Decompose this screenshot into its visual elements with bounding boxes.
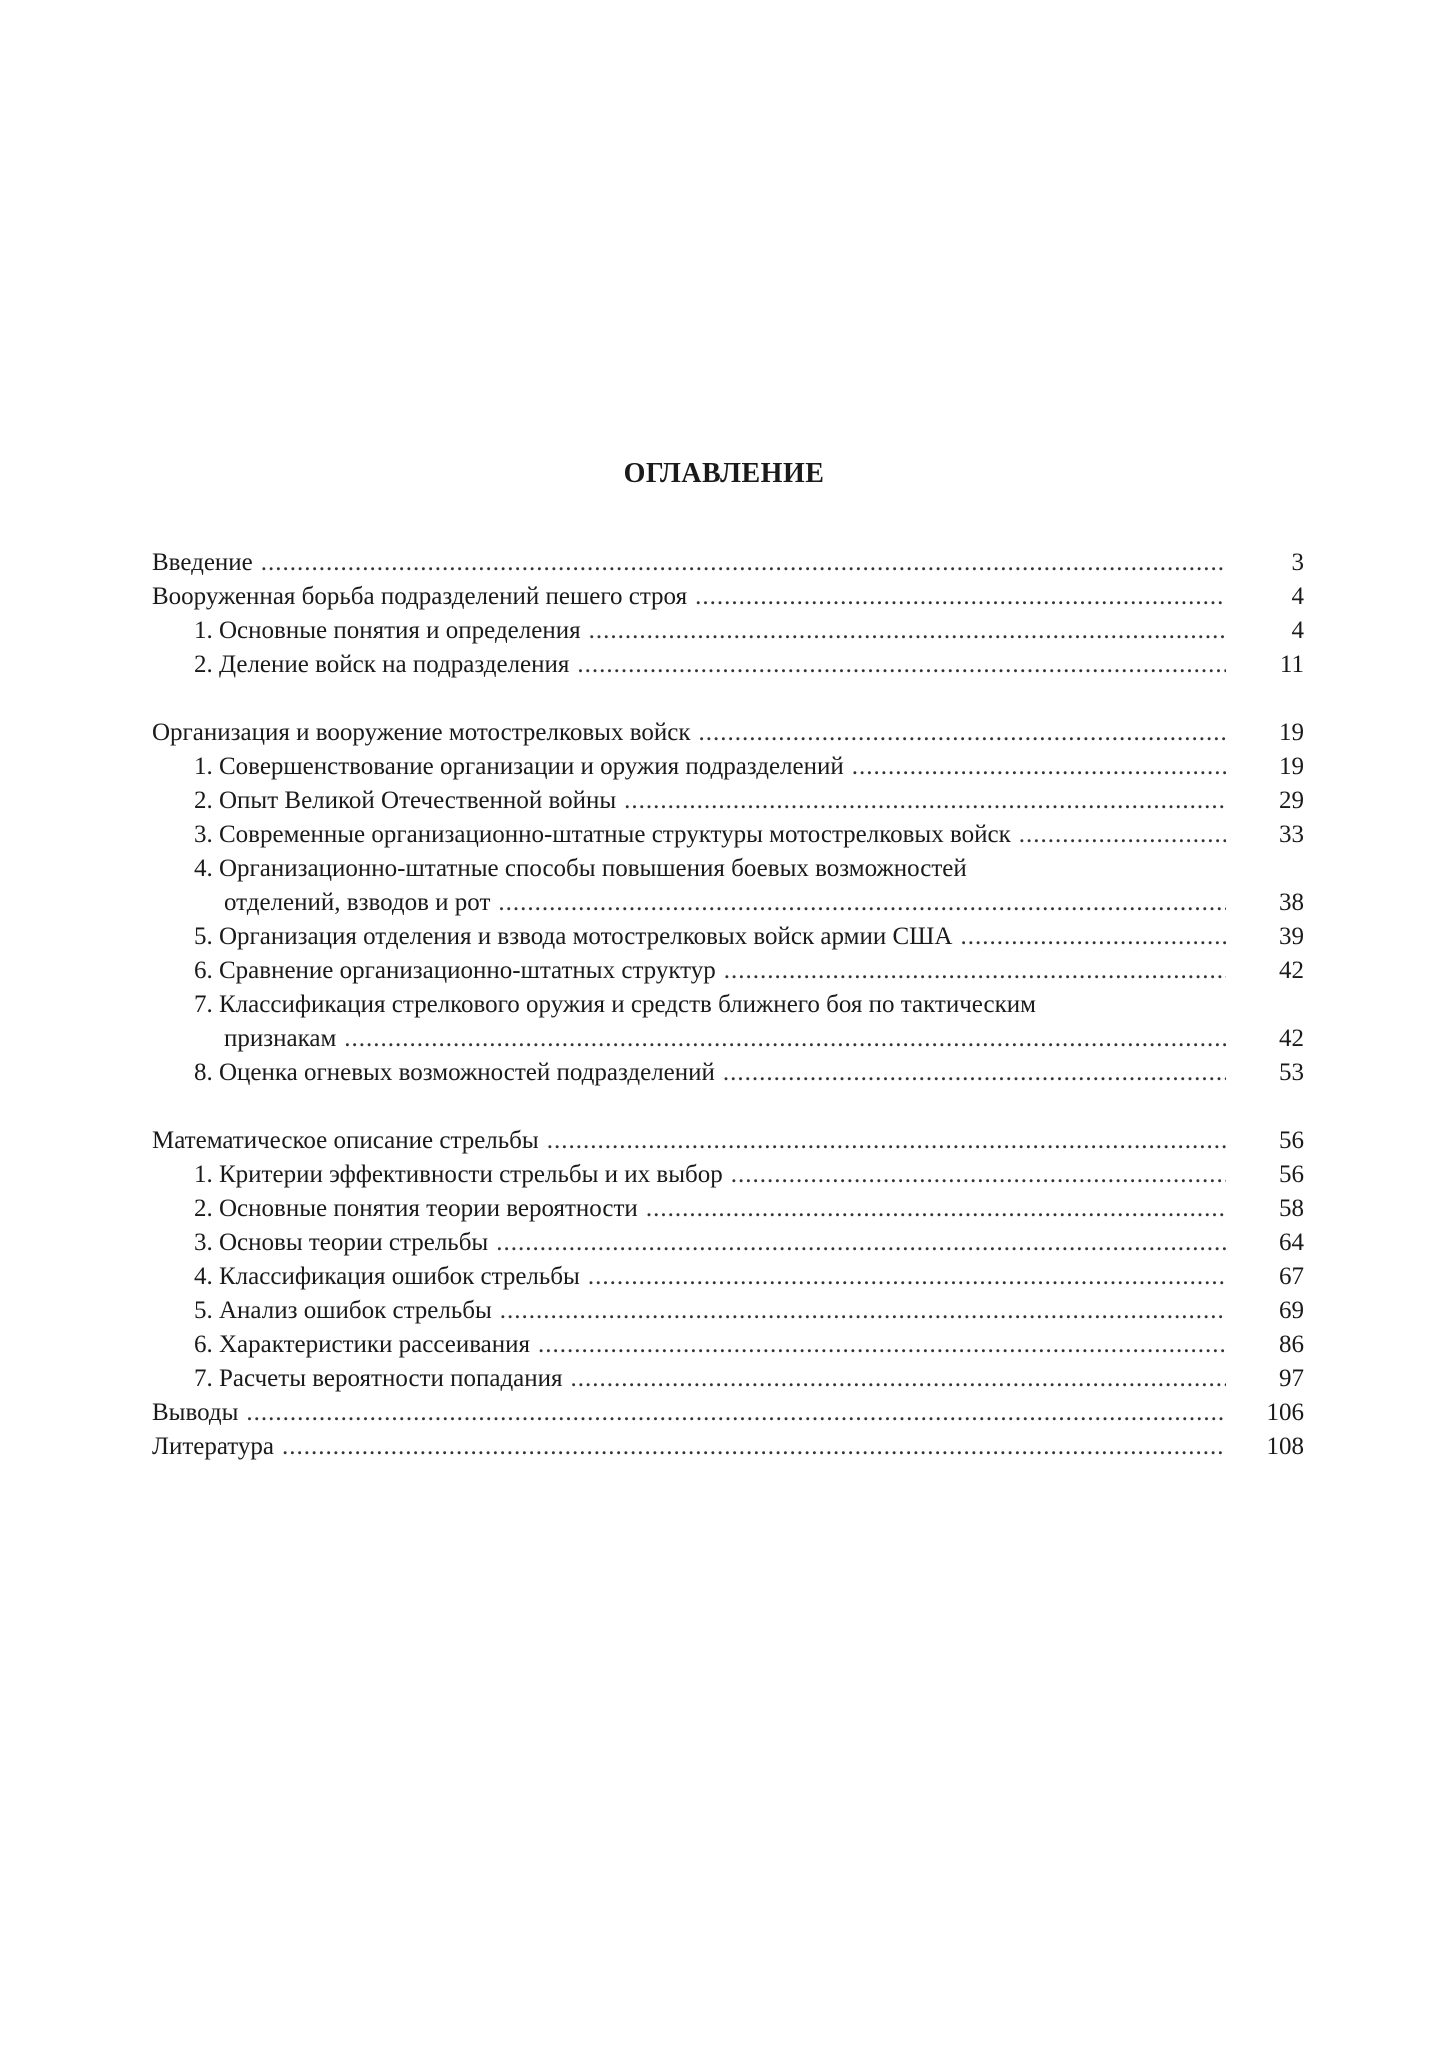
toc-page-number: 53	[1279, 1059, 1304, 1086]
toc-entry-text: 1. Критерии эффективности стрельбы и их выбор	[194, 1161, 723, 1188]
toc-entry-armed-struggle[interactable]	[152, 580, 1304, 614]
toc-entry-text: Литература	[152, 1433, 274, 1460]
toc-page-number: 38	[1279, 889, 1304, 916]
toc-subentry[interactable]	[152, 1294, 1304, 1328]
dot-leader	[547, 1124, 1226, 1158]
toc-subentry-continuation[interactable]	[152, 886, 1304, 920]
toc-entry-text: 6. Характеристики рассеивания	[194, 1331, 531, 1358]
toc-entry-text: 1. Совершенствование организации и оружия подразделений	[194, 753, 844, 780]
dot-leader	[588, 1260, 1226, 1294]
toc-subentry[interactable]	[152, 1328, 1304, 1362]
dot-leader	[577, 648, 1226, 682]
toc-entry-introduction[interactable]	[152, 546, 1304, 580]
dot-leader	[723, 1056, 1226, 1090]
toc-page-number: 58	[1279, 1195, 1304, 1222]
toc-entry-conclusions[interactable]	[152, 1396, 1304, 1430]
dot-leader	[624, 784, 1226, 818]
toc-entry-text: 5. Организация отделения и взвода мотострелковых войск армии США	[194, 923, 953, 950]
dot-leader	[496, 1226, 1226, 1260]
dot-leader	[538, 1328, 1226, 1362]
toc-page-number: 97	[1279, 1365, 1304, 1392]
toc-page-number: 19	[1279, 753, 1304, 780]
toc-entry-text: Математическое описание стрельбы	[152, 1127, 539, 1154]
toc-page-number: 67	[1279, 1263, 1304, 1290]
toc-subentry[interactable]	[152, 954, 1304, 988]
dot-leader	[589, 614, 1226, 648]
toc-entry-text: 6. Сравнение организационно-штатных структур	[194, 957, 716, 984]
toc-entry-text: 4. Организационно-штатные способы повышения боевых возможностей	[194, 855, 967, 882]
toc-subentry[interactable]	[152, 784, 1304, 818]
toc-page-number: 86	[1279, 1331, 1304, 1358]
dot-leader	[498, 886, 1226, 920]
toc-page-number: 106	[1266, 1399, 1304, 1426]
toc-subentry[interactable]	[152, 920, 1304, 954]
toc-entry-text: Введение	[152, 549, 253, 576]
dot-leader	[571, 1362, 1226, 1396]
toc-subentry[interactable]	[152, 1056, 1304, 1090]
toc-subentry[interactable]	[152, 1192, 1304, 1226]
toc-entry-text: 3. Современные организационно-штатные структуры мотострелковых войск	[194, 821, 1011, 848]
dot-leader	[852, 750, 1226, 784]
toc-page-number: 3	[1291, 549, 1304, 576]
toc-page-number: 4	[1291, 617, 1304, 644]
toc-subentry-multiline[interactable]	[152, 852, 1304, 886]
toc-subentry[interactable]	[152, 1362, 1304, 1396]
toc-entry-text: 4. Классификация ошибок стрельбы	[194, 1263, 580, 1290]
dot-leader	[261, 546, 1226, 580]
toc-subentry[interactable]	[152, 614, 1304, 648]
dot-leader	[960, 920, 1226, 954]
toc-entry-continuation-text: признакам	[224, 1025, 337, 1052]
page-title: ОГЛАВЛЕНИЕ	[623, 458, 825, 489]
toc-page-number: 4	[1291, 583, 1304, 610]
toc-entry-text: 5. Анализ ошибок стрельбы	[194, 1297, 492, 1324]
toc-page-number: 108	[1266, 1433, 1304, 1460]
toc-entry-text: Выводы	[152, 1399, 239, 1426]
dot-leader	[695, 580, 1226, 614]
section-gap	[152, 682, 1304, 716]
dot-leader	[731, 1158, 1226, 1192]
dot-leader	[282, 1430, 1226, 1464]
toc-subentry[interactable]	[152, 750, 1304, 784]
toc-page-number: 19	[1279, 719, 1304, 746]
toc-subentry[interactable]	[152, 1158, 1304, 1192]
toc-entry-text: 7. Классификация стрелкового оружия и средств ближнего боя по тактическим	[194, 991, 1036, 1018]
toc-page-number: 56	[1279, 1127, 1304, 1154]
toc-page-number: 64	[1279, 1229, 1304, 1256]
dot-leader	[646, 1192, 1226, 1226]
toc-page-number: 69	[1279, 1297, 1304, 1324]
dot-leader	[500, 1294, 1226, 1328]
toc-subentry-continuation[interactable]	[152, 1022, 1304, 1056]
dot-leader	[246, 1396, 1226, 1430]
toc-entry-text: Организация и вооружение мотострелковых войск	[152, 719, 691, 746]
table-of-contents	[152, 546, 1304, 1464]
dot-leader	[1019, 818, 1226, 852]
toc-page-number: 39	[1279, 923, 1304, 950]
toc-page-number: 42	[1279, 1025, 1304, 1052]
toc-entry-text: 2. Опыт Великой Отечественной войны	[194, 787, 617, 814]
section-gap	[152, 1090, 1304, 1124]
toc-entry-text: Вооруженная борьба подразделений пешего строя	[152, 583, 688, 610]
toc-subentry[interactable]	[152, 818, 1304, 852]
toc-entry-organization[interactable]	[152, 716, 1304, 750]
toc-entry-literature[interactable]	[152, 1430, 1304, 1464]
toc-page-number: 29	[1279, 787, 1304, 814]
toc-subentry[interactable]	[152, 1260, 1304, 1294]
toc-page-number: 33	[1279, 821, 1304, 848]
toc-page-number: 11	[1279, 651, 1304, 678]
toc-subentry[interactable]	[152, 648, 1304, 682]
toc-page-number: 42	[1279, 957, 1304, 984]
dot-leader	[724, 954, 1226, 988]
toc-entry-text: 3. Основы теории стрельбы	[194, 1229, 489, 1256]
toc-subentry-multiline[interactable]	[152, 988, 1304, 1022]
toc-entry-continuation-text: отделений, взводов и рот	[224, 889, 491, 916]
dot-leader	[698, 716, 1226, 750]
toc-page-number: 56	[1279, 1161, 1304, 1188]
toc-subentry[interactable]	[152, 1226, 1304, 1260]
toc-entry-text: 2. Основные понятия теории вероятности	[194, 1195, 638, 1222]
toc-entry-text: 1. Основные понятия и определения	[194, 617, 581, 644]
toc-entry-math-description[interactable]	[152, 1124, 1304, 1158]
toc-entry-text: 8. Оценка огневых возможностей подразделений	[194, 1059, 715, 1086]
dot-leader	[344, 1022, 1226, 1056]
toc-entry-text: 7. Расчеты вероятности попадания	[194, 1365, 563, 1392]
toc-entry-text: 2. Деление войск на подразделения	[194, 651, 570, 678]
